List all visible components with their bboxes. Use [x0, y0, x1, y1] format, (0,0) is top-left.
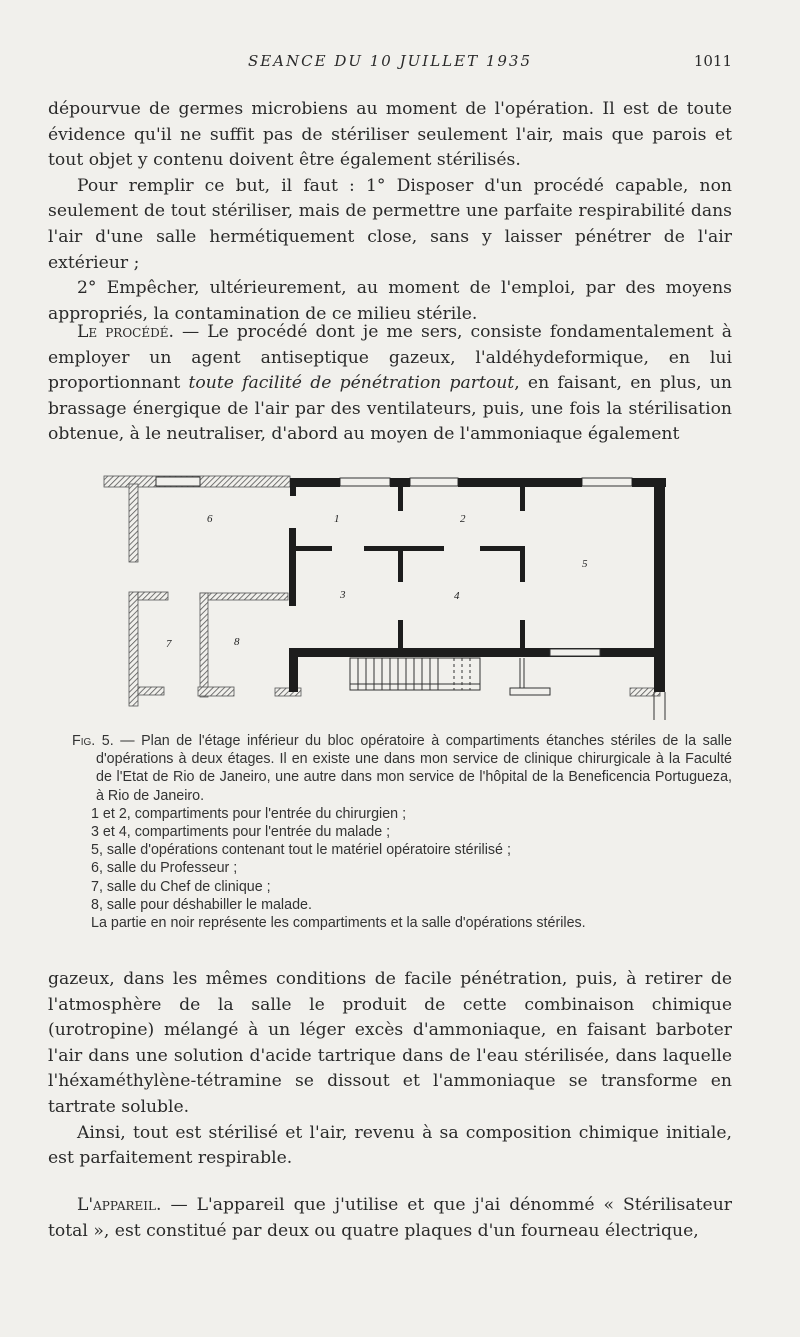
window-bottom-5	[550, 649, 600, 656]
hatched-left-wall-lower	[129, 592, 138, 706]
hatched-left-wall-upper	[129, 484, 138, 562]
caption-item-3-4: 3 et 4, compartiments pour l'entrée du malade ;	[91, 824, 391, 841]
figure-caption	[72, 732, 732, 932]
section-heading-procede: Le procédé.	[77, 322, 174, 342]
sterile-top-wall-b	[390, 478, 410, 487]
room-label-2: 2	[460, 513, 466, 525]
caption-item-6: 6, salle du Professeur ;	[91, 860, 238, 877]
window-top-3	[410, 478, 458, 486]
paragraph-gazeux: gazeux, dans les mêmes conditions de facile pénétration, puis, à retirer de l'atmosphère de la salle le produit de cette combinaison chimique (urotropine) mélangé à un léger excès d'ammoniaque, en faisant barboter l'air dans une solution d'acide tartrique dans de l'eau stérilisée, dans laquelle l'héxaméthylène-tétramine se dissout et l'ammoniaque se transforme en tartrate soluble.	[48, 969, 732, 1117]
running-title: SEANCE DU 10 JUILLET 1935	[247, 52, 533, 70]
caption-item-1-2: 1 et 2, compartiments pour l'entrée du chirurgien ;	[91, 805, 407, 822]
room-label-5: 5	[582, 558, 588, 570]
caption-description: — Plan de l'étage inférieur du bloc opératoire à compartiments étanches stériles de la salle d'opérations à deux étages. Il en existe une dans mon service de clinique chirurgicale à la Faculté de l'Etat de Rio de Janeiro, une autre dans mon service de l'hôpital de la Beneficencia Portugueza, à Rio de Janeiro.	[96, 733, 732, 804]
sterile-divider-bottom-2	[520, 620, 525, 650]
sterile-divider-top-1	[398, 487, 403, 511]
sterile-left-corner	[290, 478, 296, 496]
hatched-wall-8-left	[200, 593, 208, 697]
text-block-3	[48, 967, 732, 1172]
caption-item-5: 5, salle d'opérations contenant tout le matériel opératoire stérilisé ;	[91, 842, 511, 859]
paragraph-appareil	[48, 1193, 732, 1244]
sterile-left-wall-mid	[289, 528, 296, 606]
procede-text-b: , en faisant, en plus, un brassage énergique de l'air par des ventilateurs, puis, une fois la stérilisation obtenue, à le neutraliser, d'abord au moyen de l'ammoniaque également	[48, 373, 732, 445]
hatched-wall-8-top	[200, 593, 288, 600]
procede-emphasis: toute facilité de pénétration partout	[188, 373, 515, 394]
paragraph-requirement-2: 2° Empêcher, ultérieurement, au moment de l'emploi, par des moyens appropriés, la contamination de ce milieu stérile.	[48, 278, 732, 324]
sterile-divider-top-2	[520, 487, 525, 511]
running-header	[48, 52, 732, 74]
paragraph-continuation: dépourvue de germes microbiens au moment de l'opération. Il est de toute évidence qu'il ne suffit pas de stériliser seulement l'air, mais que parois et tout objet y contenu doivent être également stérilisés.	[48, 99, 732, 171]
sterile-bottom-wall	[289, 648, 665, 657]
staircase-outline	[350, 658, 480, 690]
room-label-1: 1	[334, 513, 340, 525]
hatched-wall-7-top	[138, 592, 168, 600]
hatched-wall-8-bottom	[198, 687, 234, 696]
caption-fig-label: Fig. 5.	[72, 733, 114, 749]
caption-note: La partie en noir représente les compartiments et la salle d'opérations stériles.	[91, 915, 586, 932]
page-number: 1011	[693, 52, 732, 70]
sterile-right-wall	[654, 478, 665, 692]
text-block-procede	[48, 320, 732, 448]
room-label-8: 8	[234, 636, 240, 648]
room-label-7: 7	[166, 638, 172, 650]
sterile-top-wall	[290, 478, 340, 487]
sterile-arm-3	[296, 546, 332, 551]
section-heading-appareil: L'appareil.	[77, 1195, 162, 1215]
sterile-walls	[289, 478, 666, 692]
sterile-arm-4	[480, 546, 525, 551]
caption-item-7: 7, salle du Chef de clinique ;	[91, 878, 271, 895]
floor-plan-figure	[100, 472, 668, 724]
staircase	[350, 658, 480, 690]
appareil-text: — L'appareil que j'utilise et que j'ai dénommé « Stérilisateur total », est constitué par deux ou quatre plaques d'un fourneau électrique,	[48, 1195, 732, 1241]
sterile-bottom-left-stub	[289, 648, 298, 692]
sterile-t-bar	[364, 546, 444, 551]
window-top-4	[582, 478, 632, 486]
sterile-divider-bottom-1	[398, 620, 403, 650]
sterile-t-stem	[398, 546, 403, 582]
caption-head	[72, 732, 732, 805]
caption-item-8: 8, salle pour déshabiller le malade.	[91, 896, 312, 913]
paragraph-ainsi: Ainsi, tout est stérilisé et l'air, revenu à sa composition chimique initiale, est parfaitement respirable.	[48, 1122, 732, 1169]
paragraph-requirement-1: Pour remplir ce but, il faut : 1° Disposer d'un procédé capable, non seulement de tout stériliser, mais de permettre une parfaite respirabilité dans l'air d'une salle hermétiquement close, sans y laisser pénétrer de l'air extérieur ;	[48, 175, 732, 273]
sterile-top-wall-c	[458, 478, 582, 487]
text-block-1	[48, 97, 732, 327]
window-top-2	[340, 478, 390, 486]
procede-text-a: — Le procédé dont je me sers, consiste fondamentalement à employer un agent antiseptique gazeux, l'aldéhydeformique, en lui proportionnant	[48, 322, 732, 394]
door-frame-bottom	[510, 688, 550, 695]
paragraph-procede	[48, 320, 732, 448]
hatched-wall-7-bottom	[138, 687, 164, 695]
sterile-arm-4-stem	[520, 546, 525, 582]
window-top-1	[156, 477, 200, 486]
room-label-6: 6	[207, 513, 213, 525]
text-block-appareil	[48, 1193, 732, 1244]
room-label-3: 3	[340, 589, 346, 601]
room-label-4: 4	[454, 590, 460, 602]
